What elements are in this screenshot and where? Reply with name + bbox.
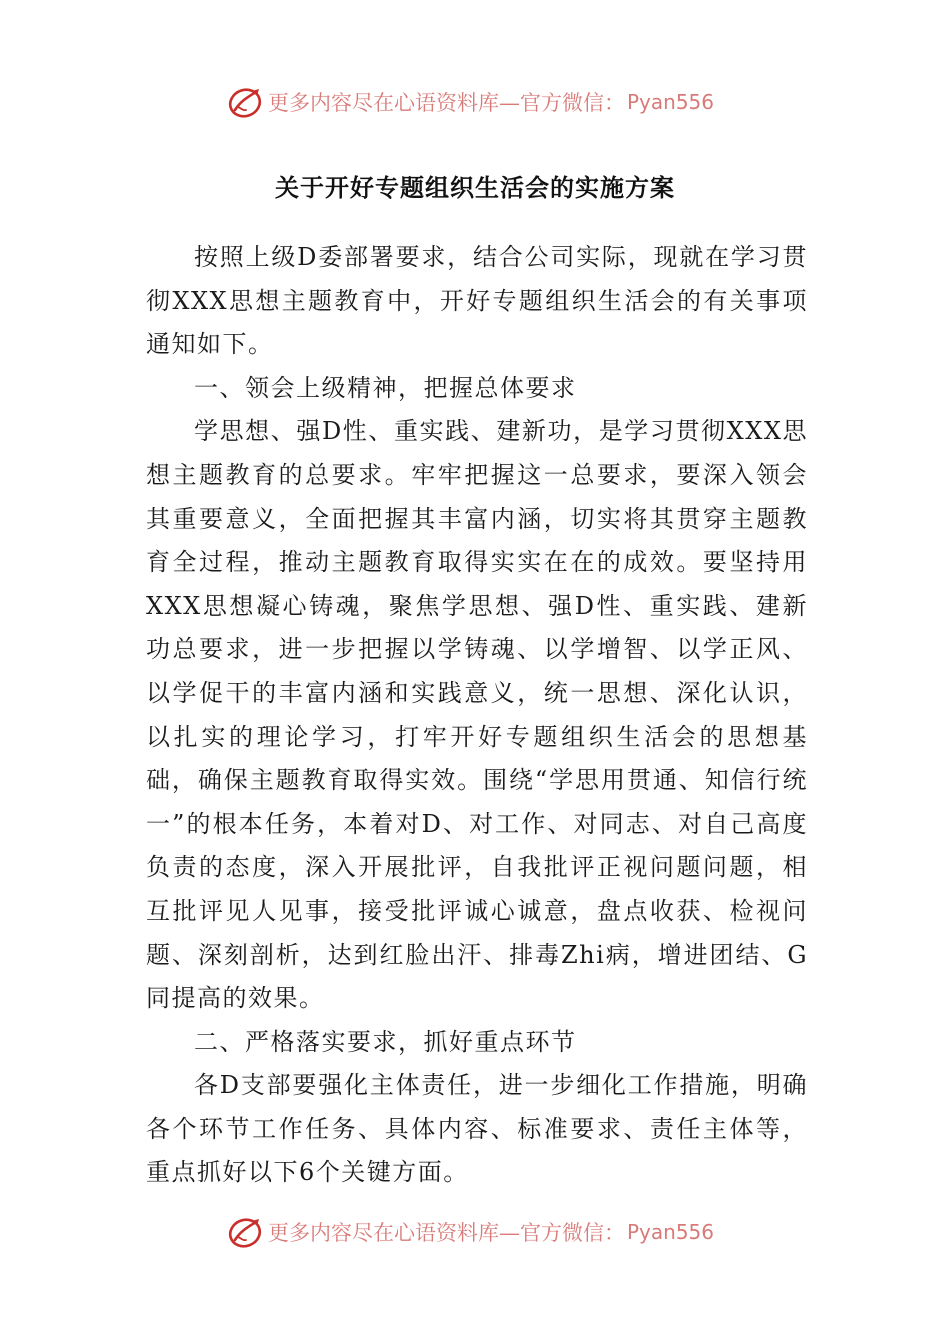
document-title: 关于开好专题组织生活会的实施方案 xyxy=(275,173,675,202)
section-heading-1: 一、领会上级精神，把握总体要求 xyxy=(194,373,577,402)
watermark-banner-content xyxy=(226,1212,714,1252)
section-1-paragraph: 学思想、强D性、重实践、建新功，是学习贯彻XXX思想主题教育的总要求。牢牢把握这一总要求，要深入领会其重要意义，全面把握其丰富内涵，切实将其贯穿主题教育全过程，推动主题教育取得实实在在的成效。要坚持用XXX思想凝心铸魂，聚焦学思想、强D性、重实践、建新功总要求，进一步把握以学铸魂、以学增智、以学正风、以学促干的丰富内涵和实践意义，统一思想、深化认识，以扎实的理论学习，打牢开好专题组织生活会的思想基础，确保主题教育取得实效。围绕“学思用贯通、知信行统一”的根本任务，本着对D、对工作、对同志、对自己高度负责的态度，深入开展批评，自我批评正视问题问题，相互批评见人见事，接受批评诚心诚意，盘点收获、检视问题、深刻剖析，达到红脸出汗、排毒Zhi病，增进团结、G同提高的效果。 xyxy=(146,417,808,1013)
pen-signature-icon xyxy=(226,83,264,121)
section-2-paragraph: 各D支部要强化主体责任，进一步细化工作措施，明确各个环节工作任务、具体内容、标准要求、责任主体等，重点抓好以下6个关键方面。 xyxy=(146,1071,808,1187)
watermark-text: 更多内容尽在心语资料库—官方微信： xyxy=(268,91,625,115)
section-heading-2: 二、严格落实要求，抓好重点环节 xyxy=(194,1027,577,1056)
wechat-id: Pyan556 xyxy=(627,90,715,114)
watermark-banner-top xyxy=(0,82,950,122)
intro-paragraph: 按照上级D委部署要求，结合公司实际，现就在学习贯彻XXX思想主题教育中，开好专题组织生活会的有关事项通知如下。 xyxy=(146,243,808,359)
watermark-text: 更多内容尽在心语资料库—官方微信： xyxy=(268,1221,625,1245)
pen-signature-icon xyxy=(226,1213,264,1251)
wechat-id: Pyan556 xyxy=(627,1220,715,1244)
watermark-banner-content xyxy=(226,82,714,122)
watermark-banner-bottom xyxy=(0,1212,950,1252)
document-body xyxy=(146,236,808,1195)
